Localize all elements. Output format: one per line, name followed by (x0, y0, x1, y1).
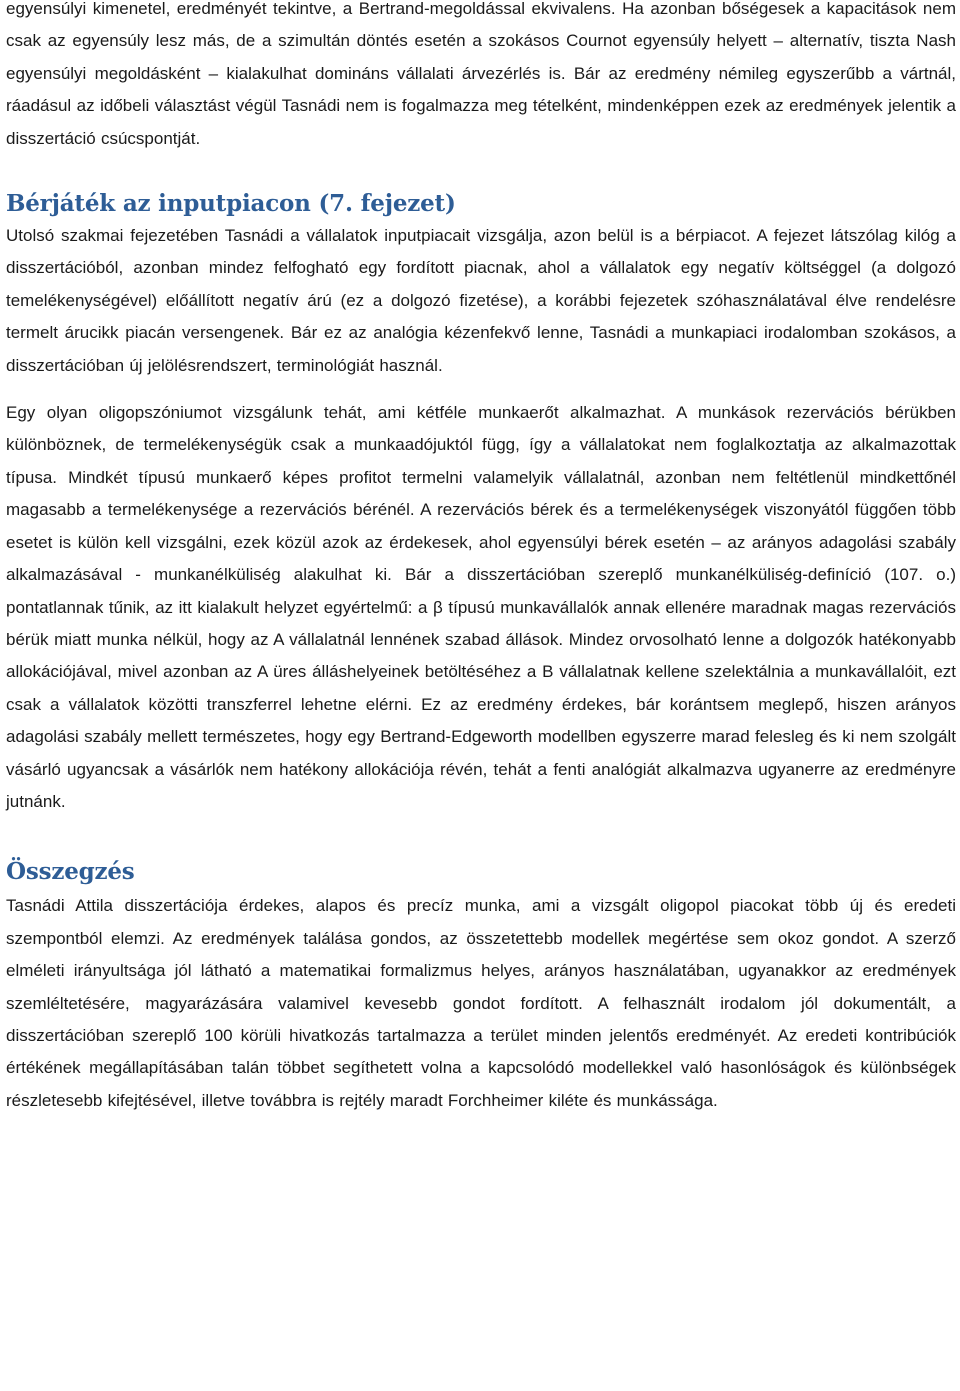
berjatek-paragraph-1: Utolsó szakmai fejezetében Tasnádi a vállalatok inputpiacait vizsgálja, azon belül is a bérpiacot. A fejezet látszólag kilóg a disszertációból, azonban mindez felfogható egy fordított piacnak, ahol a vállalatok egy negatív költséggel (a dolgozó temelékenységével) előállított negatív árú (ez a dolgozó fizetése), a korábbi fejezetek szóhasználatával élve rendelésre termelt árucikk piacán versengenek. Bár ez az analógia kézenfekvő lenne, Tasnádi a munkapiaci irodalomban szokásos, a disszertációban új jelölésrendszert, terminológiát használ. (6, 226, 956, 375)
intro-paragraph: egyensúlyi kimenetel, eredményét tekintve, a Bertrand-megoldással ekvivalens. Ha azonban bőségesek a kapacitások nem csak az egyensúly lesz más, de a szimultán döntés esetén a szokásos Cournot egyensúly helyett – alternatív, tiszta Nash egyensúlyi megoldásként – kialakulhat domináns vállalati árvezérlés is. Bár az eredmény némileg egyszerűbb a vártnál, ráadásul az időbeli választást végül Tasnádi nem is fogalmazza meg tételként, mindenképpen ezek az eredmények jelentik a disszertáció csúcspontját. (6, 0, 956, 148)
document-page (6, 0, 956, 1117)
section-heading-osszegzes: Összegzés (6, 858, 135, 886)
berjatek-paragraph-2: Egy olyan oligopszóniumot vizsgálunk tehát, ami kétféle munkaerőt alkalmazhat. A munkások rezervációs bérükben különböznek, de termelékenységük csak a munkaadójuktól függ, így a vállalatokat nem foglalkoztatja az alkalmazottak típusa. Mindkét típusú munkaerő képes profitot termelni valamelyik vállalatnál, azonban nem feltétlenül mindkettőnél magasabb a termelékenysége a rezervációs bérénél. A rezervációs bérek és a termelékenységek viszonyától függően több esetet is külön kell vizsgálni, ezek közül azok az érdekesek, ahol egyensúlyi bérek esetén – az arányos adagolási szabály alkalmazásával - munkanélküliség alakulhat ki. Bár a disszertációban szereplő munkanélküliség-definíció (107. o.) pontatlannak tűnik, az itt kialakult helyzet egyértelmű: a β típusú munkavállalók annak ellenére maradnak magas rezervációs bérük miatt munka nélkül, hogy az A vállalatnál lennének szabad állások. Mindez orvosolható lenne a dolgozók hatékonyabb allokációjával, mivel azonban az A üres álláshelyeinek betöltéséhez a B vállalatnak kellene szelektálnia a munkavállalóit, ezt csak a vállalatok közötti transzferrel lehetne elérni. Ez az eredmény érdekes, bár korántsem meglepő, hiszen arányos adagolási szabály mellett természetes, hogy egy Bertrand-Edgeworth modellben egyszerre marad felesleg és ki nem szolgált vásárló ugyancsak a vásárlók nem hatékony allokációja révén, tehát a fenti analógiát alkalmazva ugyanerre az eredményre jutnánk. (6, 403, 956, 811)
osszegzes-paragraph: Tasnádi Attila disszertációja érdekes, alapos és precíz munka, ami a vizsgált oligopol piacokat több új és eredeti szempontból elemzi. Az eredmények találása gondos, az összetettebb modellek megértése sem okoz gondot. A szerző elméleti irányultsága jól látható a matematikai formalizmus helyes, arányos használatában, ugyanakkor az eredmények szemléltetésére, magyarázására valamivel kevesebb gondot fordított. A felhasznált irodalom jól dokumentált, a disszertációban szereplő 100 körüli hivatkozás tartalmazza a terület minden jelentős eredményét. Az eredeti kontribúciók értékének megállapításában talán többet segíthetett volna a kapcsolódó modellekkel való hasonlóságok és különbségek részletesebb kifejtésével, illetve továbbra is rejtély maradt Forchheimer kiléte és munkássága. (6, 896, 956, 1110)
section-heading-berjatek: Bérjáték az inputpiacon (7. fejezet) (6, 190, 456, 218)
paragraph-gap (6, 382, 956, 397)
